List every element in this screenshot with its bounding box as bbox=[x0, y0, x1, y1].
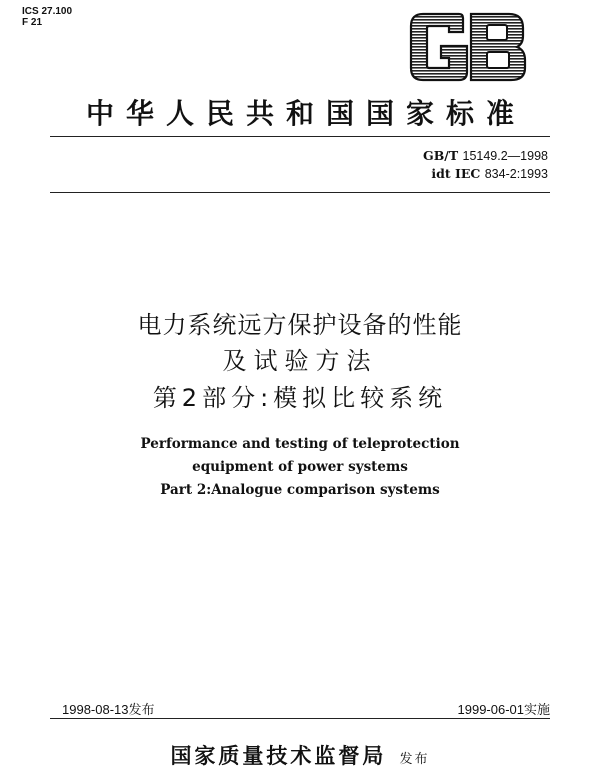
chinese-title-line-2: 及试验方法 bbox=[222, 347, 378, 375]
classification-codes bbox=[22, 6, 72, 28]
bottom-divider bbox=[50, 718, 550, 719]
ics-code: ICS 27.100 bbox=[22, 6, 73, 17]
gb-logo-icon bbox=[405, 10, 531, 84]
issuing-organization: 国家质量技术监督局 bbox=[170, 743, 387, 768]
standard-number-value: 15149.2—1998 bbox=[462, 149, 548, 163]
chinese-title-line-1: 电力系统远方保护设备的性能 bbox=[137, 311, 463, 339]
gb-logo-text bbox=[531, 10, 532, 11]
top-divider bbox=[50, 136, 550, 137]
ccs-code: F 21 bbox=[22, 17, 43, 28]
national-standard-title: 中华人民共和国国家标准 bbox=[85, 97, 526, 130]
english-title-line-1: Performance and testing of teleprotection bbox=[140, 436, 460, 452]
chinese-title-line-3: 第2部分:模拟比较系统 bbox=[152, 384, 448, 412]
standard-number bbox=[423, 147, 548, 165]
standard-number-block bbox=[423, 147, 548, 183]
gb-logo bbox=[405, 10, 531, 84]
equivalence-value: 834-2:1993 bbox=[484, 167, 548, 181]
issuer bbox=[0, 740, 600, 770]
issue-date: 1998-08-13发布 bbox=[62, 702, 155, 717]
standard-equivalence bbox=[423, 165, 548, 183]
standard-number-prefix: GB/T bbox=[423, 148, 459, 163]
middle-divider bbox=[50, 192, 550, 193]
implementation-date: 1999-06-01实施 bbox=[457, 702, 550, 717]
equivalence-prefix: idt IEC bbox=[431, 166, 481, 181]
issue-action: 发布 bbox=[399, 752, 430, 767]
english-title-line-3: Part 2:Analogue comparison systems bbox=[160, 482, 440, 498]
english-title-line-2: equipment of power systems bbox=[192, 459, 408, 475]
